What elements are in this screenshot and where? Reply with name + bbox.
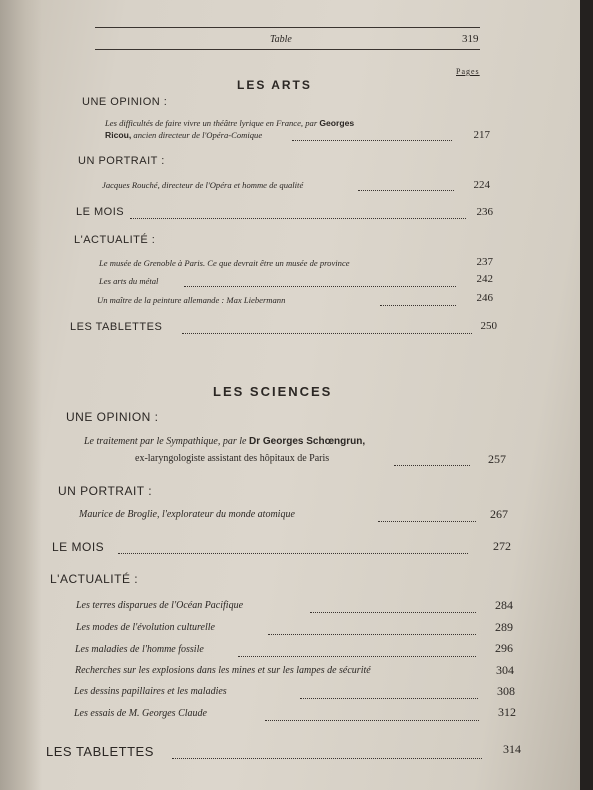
sciences-actualite-heading: L'ACTUALITÉ : xyxy=(50,572,139,586)
header-rule-top xyxy=(95,27,480,28)
arts-opinion-heading: UNE OPINION : xyxy=(82,96,168,108)
leader-dots xyxy=(292,140,452,141)
leader-dots xyxy=(238,656,476,657)
arts-actualite-item-page: 237 xyxy=(476,256,493,268)
sciences-actualite-item-page: 284 xyxy=(495,598,513,612)
arts-actualite-item-page: 246 xyxy=(476,292,493,304)
leader-dots xyxy=(182,333,472,334)
arts-portrait-heading: UN PORTRAIT : xyxy=(78,155,165,167)
arts-actualite-item-page: 242 xyxy=(476,273,493,285)
leader-dots xyxy=(380,305,456,306)
sciences-tablettes-heading: LES TABLETTES xyxy=(46,744,154,759)
leader-dots xyxy=(118,553,468,554)
sciences-actualite-item: Les terres disparues de l'Océan Pacifique xyxy=(76,600,244,611)
sciences-portrait-entry: Maurice de Broglie, l'explorateur du monde atomique xyxy=(79,509,295,520)
sciences-mois-heading: LE MOIS xyxy=(52,540,105,554)
sciences-portrait-page: 267 xyxy=(490,507,508,521)
arts-actualite-item: Un maître de la peinture allemande : Max Liebermann xyxy=(97,295,286,305)
running-head-page: 319 xyxy=(462,33,479,45)
leader-dots xyxy=(172,758,482,759)
arts-tablettes-heading: LES TABLETTES xyxy=(70,321,163,333)
sciences-actualite-item-page: 312 xyxy=(498,705,516,719)
arts-actualite-item: Le musée de Grenoble à Paris. Ce que devrait être un musée de province xyxy=(99,258,350,268)
sciences-tablettes-page: 314 xyxy=(503,742,521,756)
sciences-actualite-item-page: 308 xyxy=(497,684,515,698)
sciences-actualite-item: Les essais de M. Georges Claude xyxy=(74,708,207,719)
sciences-actualite-item-page: 296 xyxy=(495,641,513,655)
sciences-actualite-item-page: 304 xyxy=(496,663,514,677)
sciences-opinion-entry-line1 xyxy=(84,436,365,447)
arts-opinion-line1-text: Les difficultés de faire vivre un théâtre lyrique en France, par xyxy=(105,118,318,128)
leader-dots xyxy=(130,218,466,219)
arts-opinion-entry-line2 xyxy=(105,130,262,140)
leader-dots xyxy=(310,612,476,613)
arts-mois-heading: LE MOIS xyxy=(76,206,125,218)
sciences-opinion-entry-line2: ex-laryngologiste assistant des hôpitaux de Paris xyxy=(135,453,330,464)
running-head-title: Table xyxy=(270,34,292,45)
leader-dots xyxy=(268,634,476,635)
leader-dots xyxy=(394,465,470,466)
arts-actualite-heading: L'ACTUALITÉ : xyxy=(74,234,156,246)
arts-mois-page: 236 xyxy=(476,206,493,218)
sciences-actualite-item: Les maladies de l'homme fossile xyxy=(75,644,204,655)
sciences-mois-page: 272 xyxy=(493,539,511,553)
sciences-opinion-author: Dr Georges Schœngrun, xyxy=(248,436,366,447)
arts-tablettes-page: 250 xyxy=(480,320,497,332)
sciences-actualite-item: Recherches sur les explosions dans les mines et sur les lampes de sécurité xyxy=(75,665,371,676)
section-title-arts: LES ARTS xyxy=(237,78,312,92)
dark-background-edge xyxy=(580,0,593,790)
sciences-actualite-item: Les dessins papillaires et les maladies xyxy=(74,686,227,697)
header-rule-bottom xyxy=(95,49,480,50)
page-gutter-shadow xyxy=(0,0,42,790)
sciences-opinion-line1-text: Le traitement par le Sympathique, par le xyxy=(84,436,247,447)
sciences-actualite-item-page: 289 xyxy=(495,620,513,634)
arts-portrait-page: 224 xyxy=(473,179,490,191)
arts-opinion-line2-text: ancien directeur de l'Opéra-Comique xyxy=(133,130,263,140)
sciences-actualite-item: Les modes de l'évolution culturelle xyxy=(76,622,215,633)
leader-dots xyxy=(358,190,454,191)
arts-opinion-page: 217 xyxy=(473,129,490,141)
pages-column-label: Pages xyxy=(456,67,480,76)
leader-dots xyxy=(300,698,478,699)
sciences-portrait-heading: UN PORTRAIT : xyxy=(58,484,153,498)
sciences-opinion-page: 257 xyxy=(488,452,506,466)
leader-dots xyxy=(378,521,476,522)
arts-actualite-item: Les arts du métal xyxy=(99,276,159,286)
leader-dots xyxy=(265,720,479,721)
arts-portrait-entry: Jacques Rouché, directeur de l'Opéra et homme de qualité xyxy=(102,180,304,190)
leader-dots xyxy=(184,286,456,287)
arts-opinion-author-first: Georges xyxy=(319,118,355,128)
sciences-opinion-heading: UNE OPINION : xyxy=(66,410,159,424)
arts-opinion-author-last: Ricou, xyxy=(105,130,132,140)
section-title-sciences: LES SCIENCES xyxy=(213,384,333,399)
arts-opinion-entry-line1 xyxy=(105,118,354,128)
